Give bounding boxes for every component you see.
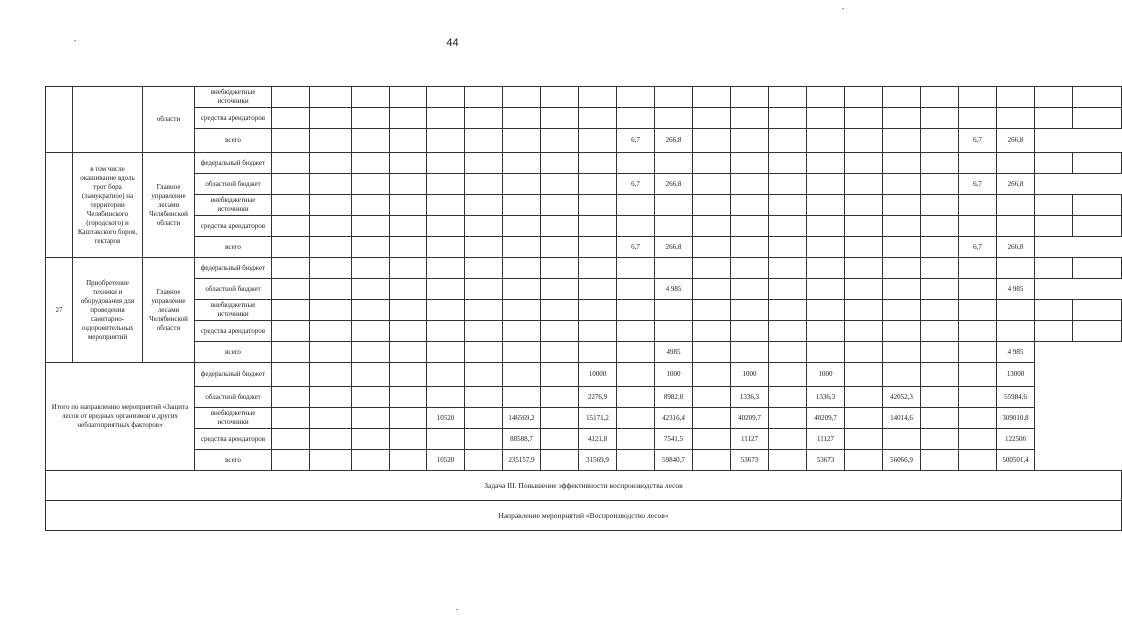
source-cell: федеральный бюджет — [195, 153, 272, 174]
table-row — [46, 237, 1122, 258]
value-cell — [883, 429, 921, 450]
task-heading: Задача III. Повышение эффективности воспроизводства лесов — [46, 471, 1122, 501]
source-cell: федеральный бюджет — [195, 258, 272, 279]
source-cell: федеральный бюджет — [195, 363, 272, 387]
value-cell: 53673 — [731, 450, 769, 471]
table-row — [46, 153, 1122, 174]
value-cell: 8982,8 — [655, 387, 693, 408]
activity-name: в том числе окашивание вдоль трот бора (ламукратное) на территории Челябинского (городского) и Каштакского боров, гектаров — [73, 153, 143, 258]
source-cell: всего — [195, 342, 272, 363]
value-cell: 88588,7 — [503, 429, 541, 450]
value-cell — [427, 363, 465, 387]
value-cell: 59840,7 — [655, 450, 693, 471]
value-cell: 1336,3 — [807, 387, 845, 408]
value-cell: 309010,8 — [997, 408, 1035, 429]
table-row — [46, 279, 1122, 300]
value-cell: 1336,3 — [731, 387, 769, 408]
activity-name: Приобретение техники и оборудования для проведения санитарно-оздоровительных мероприятий — [73, 258, 143, 363]
source-cell: средства арендаторов — [195, 321, 272, 342]
value-cell: 1000 — [731, 363, 769, 387]
table-row — [46, 216, 1122, 237]
value-cell: 56066,9 — [883, 450, 921, 471]
value-cell — [427, 387, 465, 408]
table-row — [46, 501, 1122, 531]
table-row — [46, 300, 1122, 321]
value-cell: 6,7 — [617, 129, 655, 153]
source-cell: средства арендаторов — [195, 108, 272, 129]
source-cell: внебюджетные источники — [195, 87, 272, 108]
value-cell: 266,8 — [655, 237, 693, 258]
value-cell: 4 985 — [997, 342, 1035, 363]
value-cell — [427, 429, 465, 450]
value-cell: 42316,4 — [655, 408, 693, 429]
value-cell: 266,8 — [997, 129, 1035, 153]
value-cell: 6,7 — [959, 129, 997, 153]
value-cell: 7541,5 — [655, 429, 693, 450]
org-cell: области — [143, 87, 195, 153]
value-cell: 500501,4 — [997, 450, 1035, 471]
value-cell: 266,8 — [655, 174, 693, 195]
scan-speck — [74, 40, 76, 41]
value-cell: 10520 — [427, 408, 465, 429]
scan-speck — [456, 609, 458, 610]
value-cell: 6,7 — [959, 174, 997, 195]
value-cell: 40209,7 — [807, 408, 845, 429]
table-row — [46, 342, 1122, 363]
value-cell — [883, 363, 921, 387]
value-cell: 6,7 — [959, 237, 997, 258]
value-cell: 11127 — [807, 429, 845, 450]
budget-table — [45, 86, 1122, 531]
value-cell: 122506 — [997, 429, 1035, 450]
source-cell: всего — [195, 450, 272, 471]
value-cell: 6,7 — [617, 237, 655, 258]
source-cell: внебюджетные источники — [195, 195, 272, 216]
value-cell: 1000 — [655, 363, 693, 387]
value-cell — [503, 387, 541, 408]
value-cell: 2276,9 — [579, 387, 617, 408]
table-row — [46, 258, 1122, 279]
direction-heading: Направление мероприятий «Воспроизводство лесов» — [46, 501, 1122, 531]
value-cell: 4121,8 — [579, 429, 617, 450]
source-cell: средства арендаторов — [195, 429, 272, 450]
source-cell: всего — [195, 237, 272, 258]
value-cell: 235157,9 — [503, 450, 541, 471]
source-cell: областной бюджет — [195, 174, 272, 195]
table-row — [46, 471, 1122, 501]
value-cell: 40209,7 — [731, 408, 769, 429]
table-row — [46, 87, 1122, 108]
value-cell: 4 985 — [655, 279, 693, 300]
value-cell: 266,8 — [655, 129, 693, 153]
value-cell: 14014,6 — [883, 408, 921, 429]
value-cell: 42052,3 — [883, 387, 921, 408]
table-row — [46, 408, 1122, 429]
source-cell: внебюджетные источники — [195, 300, 272, 321]
value-cell: 4 985 — [997, 279, 1035, 300]
source-cell: областной бюджет — [195, 279, 272, 300]
source-cell: средства арендаторов — [195, 216, 272, 237]
value-cell: 1000 — [807, 363, 845, 387]
page-number: 44 — [446, 37, 459, 49]
source-cell: всего — [195, 129, 272, 153]
row-number: 27 — [46, 258, 73, 363]
value-cell: 266,8 — [997, 237, 1035, 258]
value-cell: 11127 — [731, 429, 769, 450]
total-label: Итого по направлению мероприятий «Защита лесов от вредных организмов и других неблагоприятных факторов» — [46, 363, 195, 471]
value-cell — [503, 363, 541, 387]
value-cell: 31569,9 — [579, 450, 617, 471]
table-row — [46, 129, 1122, 153]
table-row — [46, 363, 1122, 387]
org-cell: Главное управление лесами Челябинской области — [143, 153, 195, 258]
table-row — [46, 429, 1122, 450]
table-row — [46, 450, 1122, 471]
table-row — [46, 174, 1122, 195]
value-cell: 15171,2 — [579, 408, 617, 429]
table-row — [46, 108, 1122, 129]
source-cell: внебюджетные источники — [195, 408, 272, 429]
value-cell: 266,8 — [997, 174, 1035, 195]
source-cell: областной бюджет — [195, 387, 272, 408]
org-cell: Главное управление лесами Челябинской области — [143, 258, 195, 363]
value-cell: 55984,6 — [997, 387, 1035, 408]
value-cell: 10520 — [427, 450, 465, 471]
table-row — [46, 387, 1122, 408]
value-cell: 6,7 — [617, 174, 655, 195]
value-cell: 53673 — [807, 450, 845, 471]
value-cell: 13000 — [997, 363, 1035, 387]
scan-speck — [842, 8, 844, 9]
value-cell: 146569,2 — [503, 408, 541, 429]
table-row — [46, 321, 1122, 342]
table-row — [46, 195, 1122, 216]
value-cell: 4985 — [655, 342, 693, 363]
value-cell: 10000 — [579, 363, 617, 387]
